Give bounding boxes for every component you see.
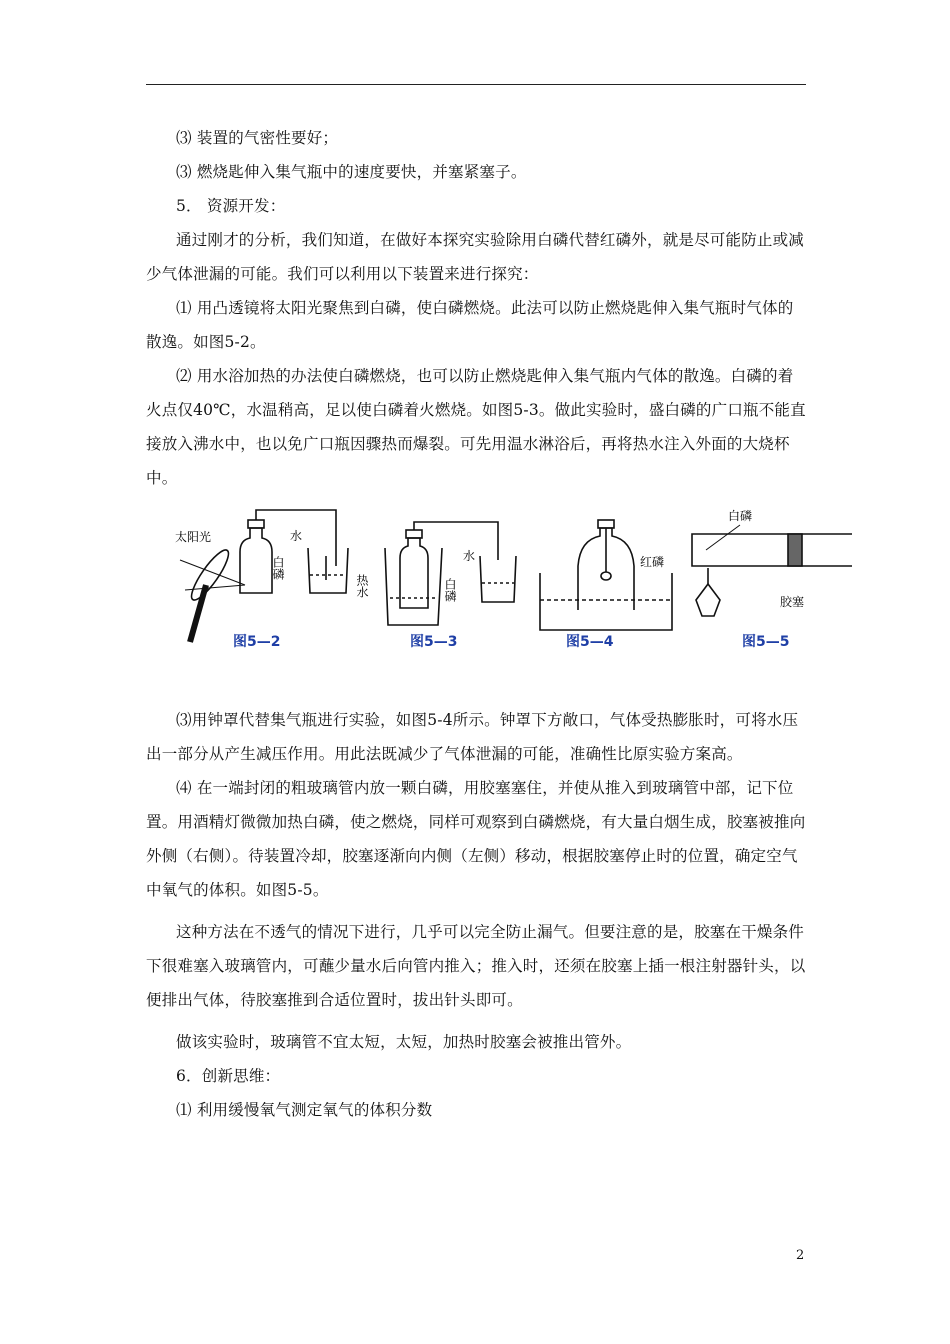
paragraph-method-4: ⑷ 在一端封闭的粗玻璃管内放一颗白磷，用胶塞塞住，并使从推入到玻璃管中部，记下位置。用酒精灯微微加热白磷，使之燃烧，同样可观察到白磷燃烧，有大量白烟生成，胶塞被推向外侧（右侧）。待装置冷却，胶塞逐渐向内侧（左侧）移动，根据胶塞停止时的位置，确定空气中氧气的体积。如图5-5。 [146,779,806,899]
paragraph-1: ⑶ 装置的气密性要好； [176,129,339,147]
paragraph-note: 这种方法在不透气的情况下进行，几乎可以完全防止漏气。但要注意的是，胶塞在干燥条件下很难塞入玻璃管内，可蘸少量水后向管内推入；推入时，还须在胶塞上插一根注射器针头，以便排出气体，待胶塞推到合适位置时，拔出针头即可。 [146,923,806,1009]
fig52-label-sun: 太阳光 [175,530,212,544]
figure-5-2 [180,510,348,642]
fig52-caption: 图5—2 [233,634,281,650]
fig55-caption: 图5—5 [742,634,790,650]
figure-5-4 [540,520,672,630]
figure-5-3 [385,522,516,625]
fig54-caption: 图5—4 [566,634,614,650]
page-number: 2 [796,1248,805,1263]
fig53-label-water: 水 [463,549,476,563]
fig55-label-white-p: 白磷 [728,509,753,523]
figure-5-5 [692,525,852,616]
paragraph-method-2: ⑵ 用水浴加热的办法使白磷燃烧，也可以防止燃烧匙伸入集气瓶内气体的散逸。白磷的着火点仅40℃，水温稍高，足以使白磷着火燃烧。如图5-3。做此实验时，盛白磷的广口瓶不能直接放入沸水中，也以免广口瓶因骤热而爆裂。可先用温水淋浴后，再将热水注入外面的大烧杯中。 [146,367,806,487]
fig52-label-water: 水 [290,529,303,543]
fig53-caption: 图5—3 [410,634,458,650]
fig52-label-p: 白磷 [271,556,285,580]
fig53-label-p: 白磷 [443,578,457,602]
paragraph-method-3: ⑶用钟罩代替集气瓶进行实验，如图5-4所示。钟罩下方敞口，气体受热膨胀时，可将水压出一部分从产生减压作用。用此法既减少了气体泄漏的可能，准确性比原实验方案高。 [146,711,799,763]
section-5-heading: 5． 资源开发： [176,197,286,215]
section-6-heading: 6．创新思维： [176,1067,281,1085]
header-rule [146,84,806,85]
fig53-label-hot-water: 热水 [355,574,369,598]
paragraph-2: ⑶ 燃烧匙伸入集气瓶中的速度要快，并塞紧塞子。 [176,163,527,181]
paragraph-method-1: ⑴ 用凸透镜将太阳光聚焦到白磷，使白磷燃烧。此法可以防止燃烧匙伸入集气瓶时气体的散逸。如图5-2。 [146,299,794,351]
fig54-label-red-p: 红磷 [640,555,665,569]
fig55-label-stopper: 胶塞 [780,595,805,609]
paragraph-intro: 通过刚才的分析，我们知道，在做好本探究实验除用白磷代替红磷外，就是尽可能防止或减少气体泄漏的可能。我们可以利用以下装置来进行探究： [146,231,805,283]
paragraph-innovation-1: ⑴ 利用缓慢氧气测定氧气的体积分数 [176,1101,433,1119]
paragraph-caution: 做该实验时，玻璃管不宜太短，太短，加热时胶塞会被推出管外。 [176,1033,632,1051]
